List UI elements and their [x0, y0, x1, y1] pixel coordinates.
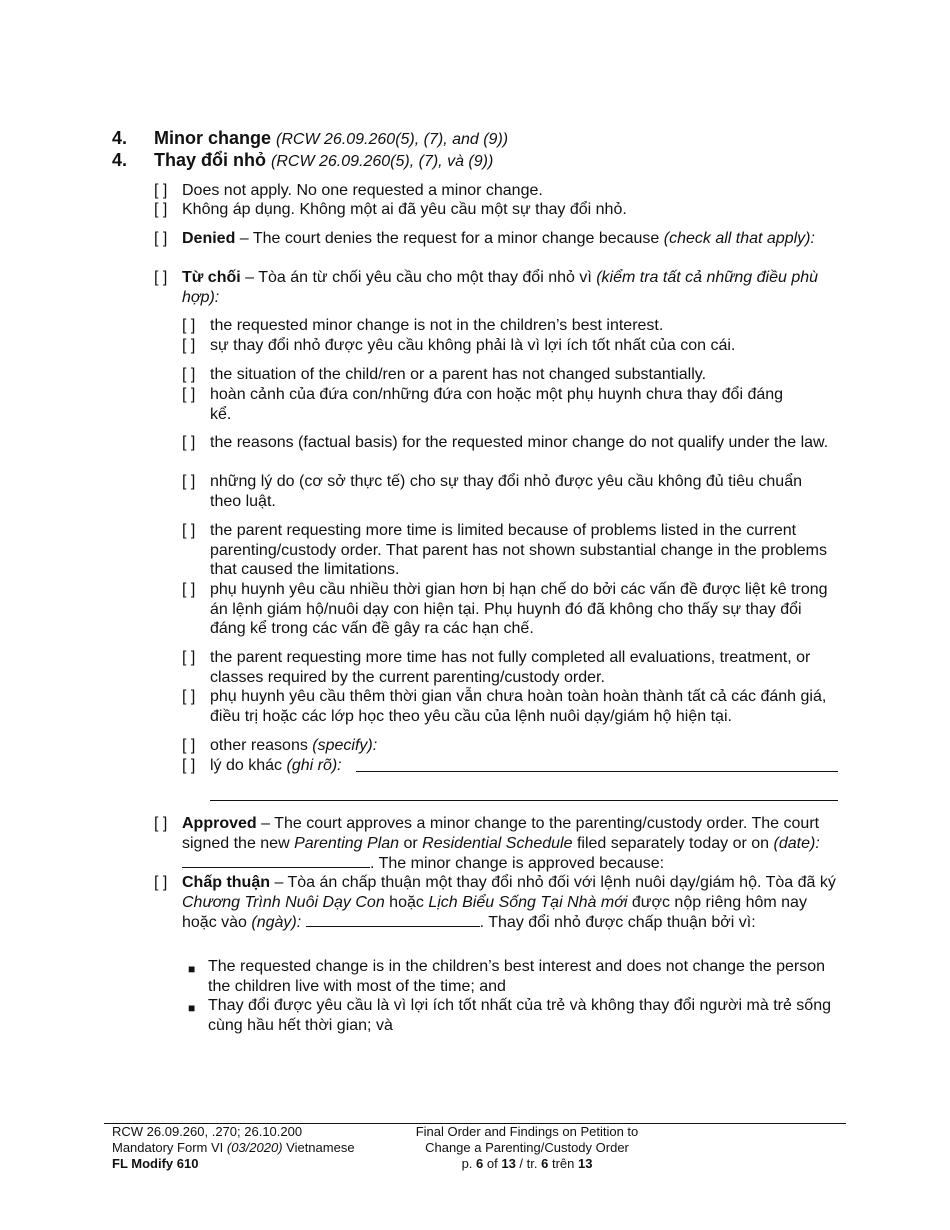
- denied-vi: [182, 268, 834, 307]
- reason-not-qualify-vi: [182, 472, 802, 511]
- page-text: p.: [461, 1156, 477, 1171]
- footer-form: [112, 1140, 402, 1156]
- approved-text-vi: . Thay đổi nhỏ được chấp thuận bởi vì:: [479, 914, 756, 931]
- page-text: of: [483, 1156, 502, 1171]
- checkbox[interactable]: [ ]: [154, 182, 168, 199]
- page-total-vi: 13: [577, 1156, 593, 1171]
- does-not-apply-vi: Không áp dụng. Không một ai đã yêu cầu một sự thay đổi nhỏ.: [182, 201, 627, 218]
- checkbox[interactable]: [ ]: [154, 201, 168, 218]
- section-title-en-text: Minor change: [154, 128, 272, 148]
- page-total: 13: [501, 1156, 516, 1171]
- page-current: 6: [476, 1156, 484, 1171]
- approved-text-vi: – Tòa án chấp thuận một thay đổi nhỏ đối với lệnh nuôi dạy/giám hộ. Tòa đã ký: [270, 874, 836, 891]
- checkbox[interactable]: [ ]: [182, 337, 196, 354]
- parenting-plan-italic: Parenting Plan: [294, 834, 400, 852]
- section-number: 4.: [112, 128, 128, 148]
- reason-other: [182, 736, 842, 756]
- checkbox[interactable]: [ ]: [182, 434, 196, 451]
- reason-text: the requested minor change is not in the children’s best interest.: [210, 317, 664, 334]
- reason-text: the situation of the child/ren or a parent has not changed substantially.: [210, 366, 707, 383]
- other-label: other reasons: [210, 737, 313, 754]
- option-does-not-apply: [154, 181, 844, 201]
- reason-other-text-vi: [210, 756, 362, 776]
- date-input-vi[interactable]: [306, 912, 480, 927]
- footer-form-date: (03/2020): [226, 1140, 283, 1155]
- footer-rcw: RCW 26.09.260, .270; 26.10.200: [112, 1124, 303, 1139]
- checkbox[interactable]: [ ]: [154, 230, 168, 247]
- approved-bullet-vi: Thay đổi được yêu cầu là vì lợi ích tốt nhất của trẻ và không thay đổi người mà trẻ sống cùng hầu hết thời gian; và: [208, 997, 831, 1034]
- checkbox[interactable]: [ ]: [182, 757, 196, 774]
- checkbox[interactable]: [ ]: [154, 874, 168, 891]
- other-label-vi: lý do khác: [210, 757, 287, 774]
- footer-title-2: Change a Parenting/Custody Order: [425, 1140, 629, 1155]
- other-italic-vi: (ghi rõ):: [286, 757, 342, 774]
- reason-no-change: [182, 365, 842, 385]
- reason-best-interest-vi: [182, 336, 842, 356]
- residential-schedule-italic: Residential Schedule: [422, 834, 573, 852]
- reason-limited: [182, 521, 832, 580]
- footer-left: [112, 1124, 402, 1172]
- date-input[interactable]: [182, 853, 370, 868]
- reason-other-text: [210, 736, 842, 756]
- reason-text: phụ huynh yêu cầu nhiều thời gian hơn bị hạn chế do bởi các vấn đề được liệt kê trong án lệnh giám hộ/nuôi dạy con hiện tại. Phụ huynh đó đã không cho thấy sự thay đổi đáng kể trong các vấn đề gây ra các hạn chế.: [210, 581, 828, 637]
- footer-center: [362, 1124, 692, 1172]
- section-ref-vi: (RCW 26.09.260(5), (7), và (9)): [271, 153, 494, 170]
- reason-no-change-vi: [182, 385, 792, 424]
- option-denied: [154, 229, 834, 249]
- denied-label: Denied: [182, 230, 236, 247]
- approved-text: filed separately today or on: [572, 834, 774, 852]
- reason-limited-vi: [182, 580, 832, 639]
- denied-text-vi: – Tòa án từ chối yêu cầu cho một thay đổi nhỏ vì: [240, 269, 597, 286]
- reason-not-qualify: [182, 433, 842, 453]
- approved-label-vi: Chấp thuận: [182, 874, 270, 891]
- reason-text: những lý do (cơ sở thực tế) cho sự thay đổi nhỏ được yêu cầu không đủ tiêu chuẩn theo luật.: [210, 473, 802, 510]
- denied-en: [182, 229, 834, 249]
- other-reason-input-line-1[interactable]: [356, 771, 838, 772]
- reason-text: the parent requesting more time is limited because of problems listed in the current parenting/custody order. That parent has not shown substantial change in the problems that caused the limitations.: [210, 522, 827, 578]
- option-approved: [154, 814, 834, 874]
- section-title-vi: [154, 151, 493, 172]
- footer-title-1: Final Order and Findings on Petition to: [415, 1124, 639, 1139]
- reason-other-vi: [182, 756, 362, 776]
- reason-not-completed-vi: [182, 687, 832, 726]
- reason-text: the parent requesting more time has not fully completed all evaluations, treatment, or classes required by the current parenting/custody order.: [210, 649, 811, 686]
- section-title-vi-text: Thay đổi nhỏ: [154, 150, 266, 170]
- checkbox[interactable]: [ ]: [182, 581, 196, 598]
- approved-text-vi: được nộp riêng hôm nay hoặc vào: [182, 893, 807, 931]
- denied-label-vi: Từ chối: [182, 269, 241, 286]
- reason-text: hoàn cảnh của đứa con/những đứa con hoặc một phụ huynh chưa thay đổi đáng kể.: [210, 386, 784, 423]
- option-denied-vi: [154, 268, 834, 307]
- option-approved-vi: [154, 873, 838, 933]
- bullet-icon: ■: [188, 1001, 196, 1015]
- reason-text: phụ huynh yêu cầu thêm thời gian vẫn chưa hoàn toàn hoàn thành tất cả các đánh giá, điều trị hoặc các lớp học theo yêu cầu của lệnh nuôi dạy/giám hộ hiện tại.: [210, 688, 827, 725]
- approved-label: Approved: [182, 815, 257, 832]
- checkbox[interactable]: [ ]: [154, 269, 168, 286]
- approved-en: [182, 814, 834, 874]
- reason-text: sự thay đổi nhỏ được yêu cầu không phải là vì lợi ích tốt nhất của con cái.: [210, 337, 736, 354]
- section-ref-en: (RCW 26.09.260(5), (7), and (9)): [276, 131, 509, 148]
- denied-text: – The court denies the request for a minor change because: [235, 230, 664, 247]
- footer-form-id: FL Modify 610: [112, 1156, 199, 1171]
- date-label-vi: (ngày):: [251, 914, 302, 931]
- approved-text: . The minor change is approved because:: [370, 855, 665, 872]
- checkbox[interactable]: [ ]: [182, 649, 196, 666]
- checkbox[interactable]: [ ]: [182, 737, 196, 754]
- checkbox[interactable]: [ ]: [182, 386, 196, 403]
- denied-italic-vi: (kiểm tra tất cả những điều phù hợp):: [182, 269, 819, 306]
- other-reason-input-line-2[interactable]: [210, 800, 838, 801]
- option-does-not-apply-vi: [154, 200, 844, 220]
- does-not-apply-en: Does not apply. No one requested a minor change.: [182, 182, 543, 199]
- page-text: trên: [548, 1156, 578, 1171]
- reason-best-interest: [182, 316, 842, 336]
- approved-vi: [182, 873, 838, 933]
- checkbox[interactable]: [ ]: [154, 815, 168, 832]
- page-current-vi: 6: [541, 1156, 549, 1171]
- approved-text: or: [399, 834, 423, 852]
- section-title-en: [154, 129, 508, 150]
- checkbox[interactable]: [ ]: [182, 688, 196, 705]
- section-number-vi: 4.: [112, 150, 128, 170]
- bullet-icon: ■: [188, 962, 196, 976]
- date-label: (date):: [773, 834, 820, 852]
- checkbox[interactable]: [ ]: [182, 317, 196, 334]
- footer-form-lang: Vietnamese: [282, 1140, 355, 1155]
- page-text: / tr.: [515, 1156, 542, 1171]
- footer-page-number: [362, 1156, 692, 1172]
- residential-schedule-italic-vi: Lịch Biểu Sống Tại Nhà mới: [428, 893, 628, 911]
- checkbox[interactable]: [ ]: [182, 366, 196, 383]
- checkbox[interactable]: [ ]: [182, 473, 196, 490]
- reason-text: the reasons (factual basis) for the requested minor change do not qualify under the law.: [210, 434, 829, 451]
- approved-text-vi: hoặc: [384, 893, 429, 911]
- checkbox[interactable]: [ ]: [182, 522, 196, 539]
- parenting-plan-italic-vi: Chương Trình Nuôi Dạy Con: [182, 893, 385, 911]
- footer-form-text: Mandatory Form VI: [112, 1140, 227, 1155]
- denied-italic: (check all that apply):: [663, 230, 815, 247]
- approved-text: – The court approves a minor change to the parenting/custody order. The court signed the new: [182, 815, 820, 852]
- approved-bullet-en: The requested change is in the children’s best interest and does not change the person the children live with most of the time; and: [208, 958, 826, 995]
- other-italic: (specify):: [312, 737, 378, 754]
- reason-not-completed: [182, 648, 832, 687]
